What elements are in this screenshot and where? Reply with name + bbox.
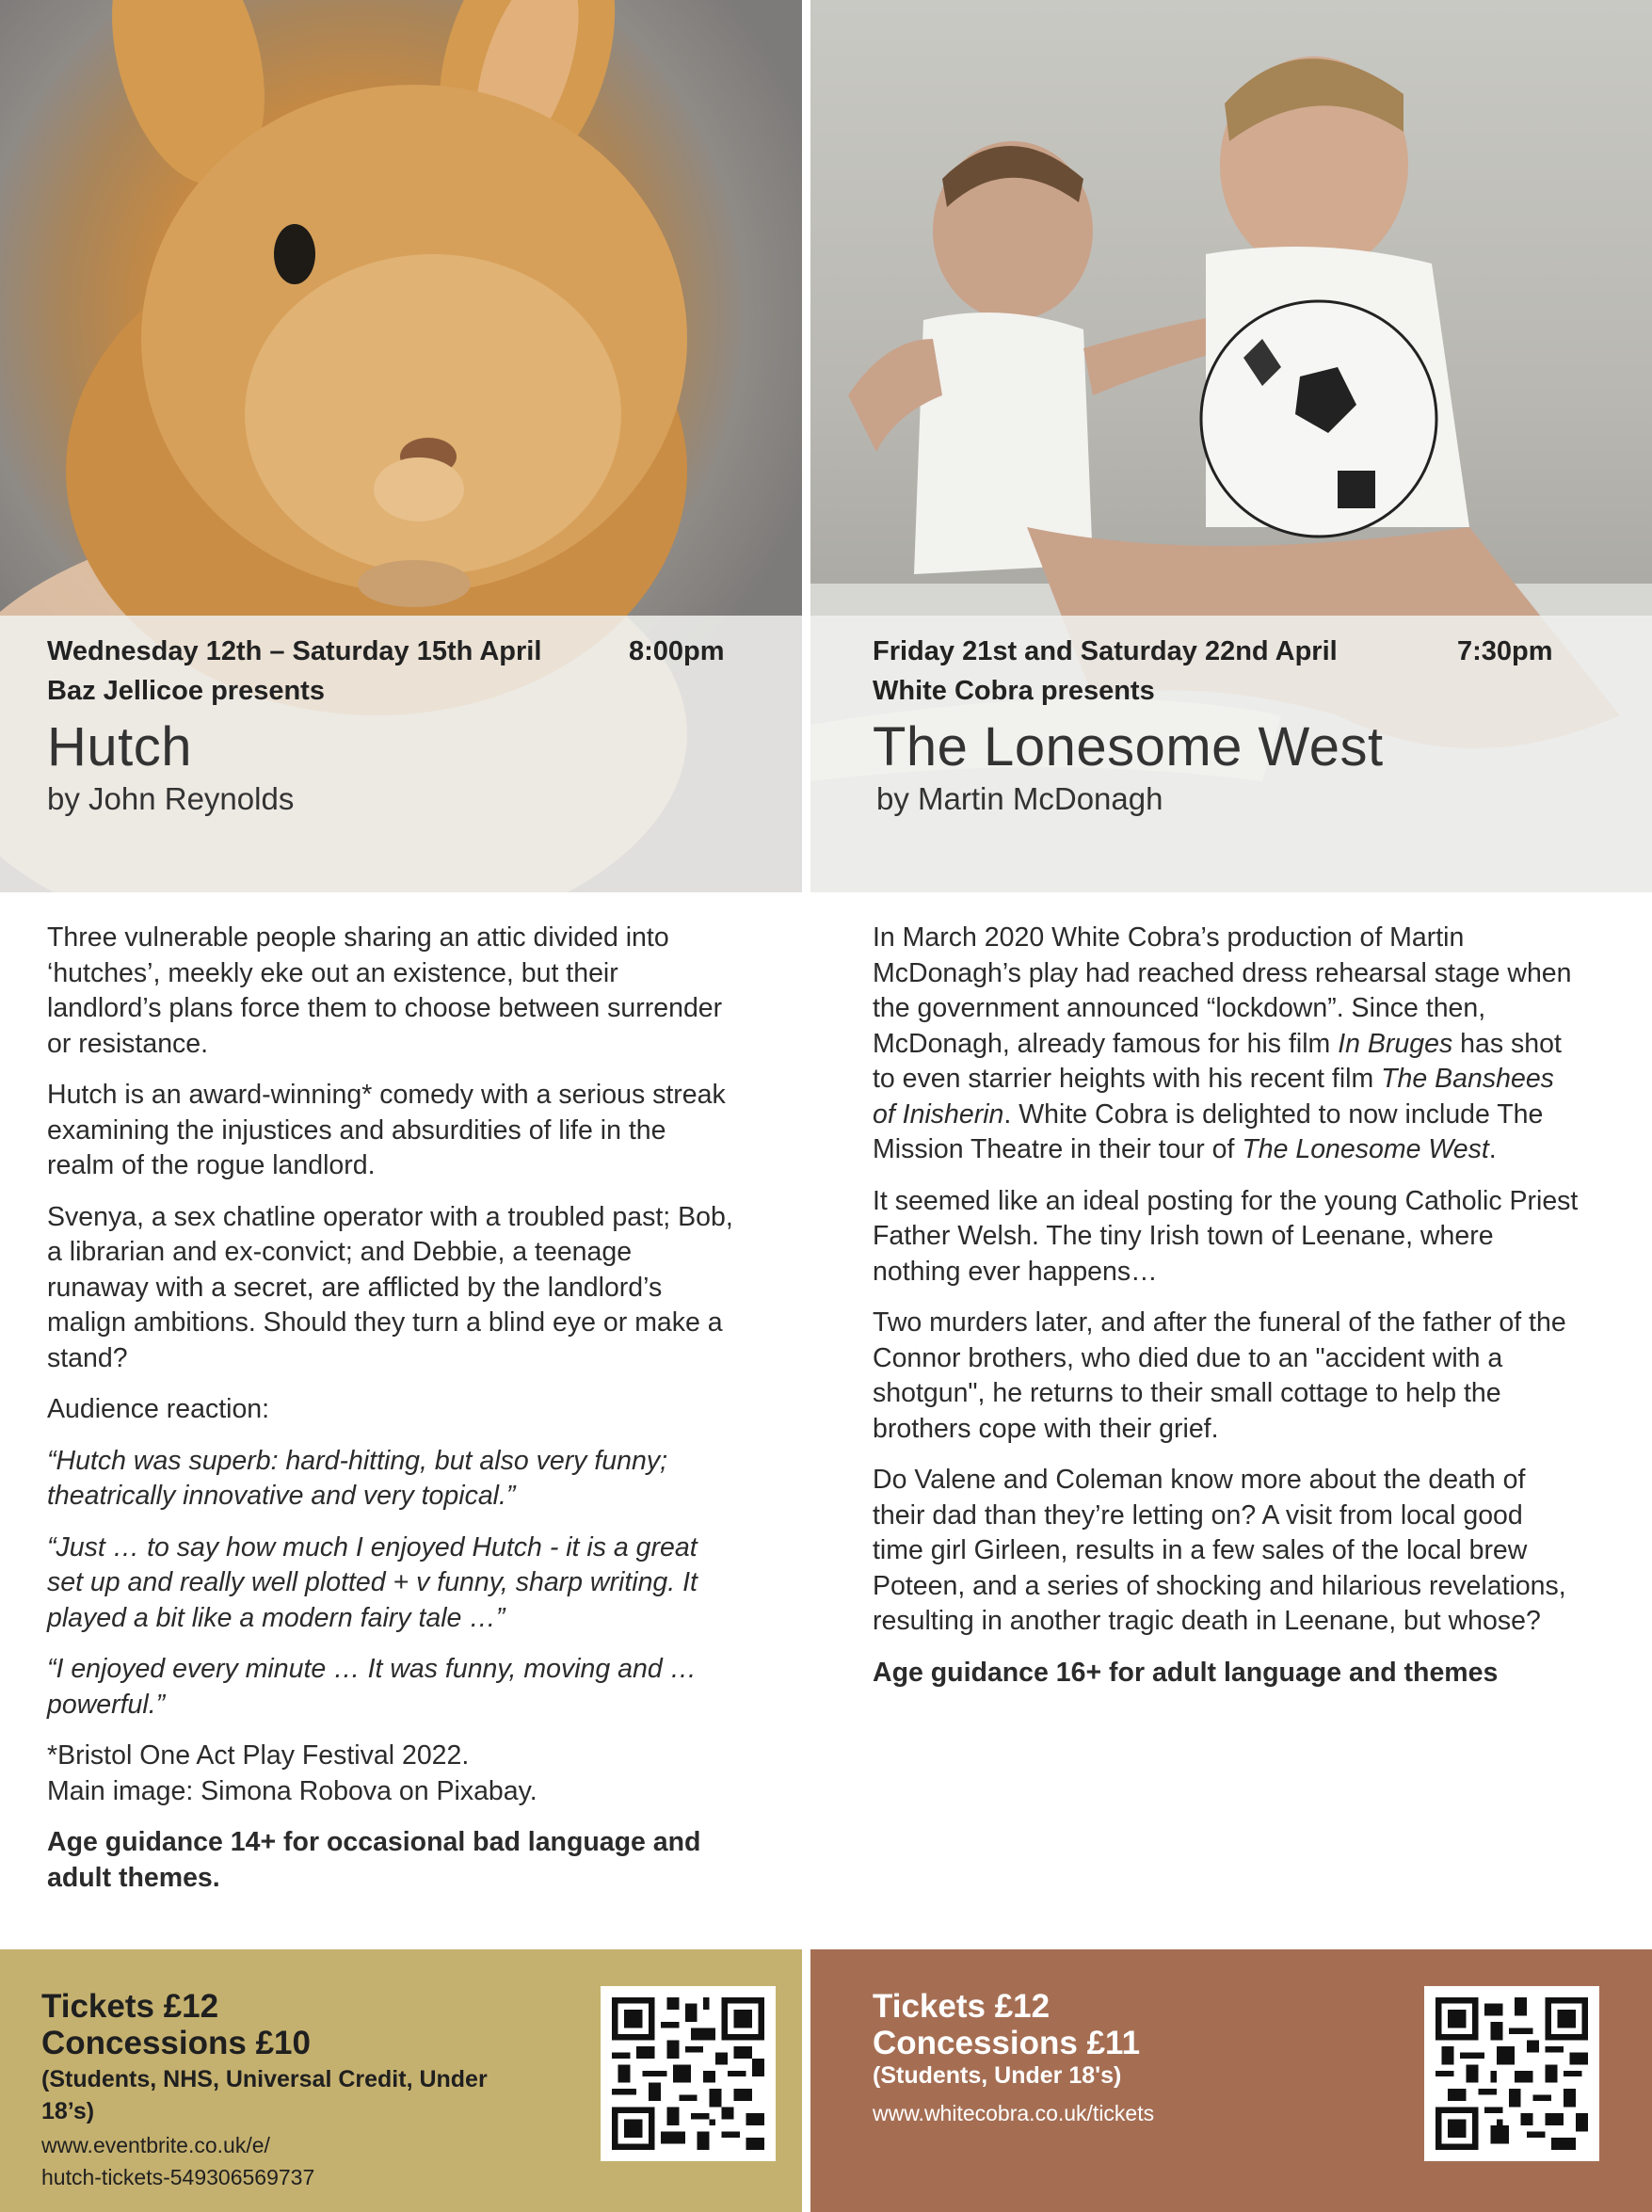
text-span: . (1488, 1134, 1497, 1164)
play-title-inline: The Lonesome West (1242, 1134, 1489, 1164)
ticket-price: Tickets £12 (41, 1988, 219, 2025)
ticket-url[interactable]: www.whitecobra.co.uk/tickets (873, 2101, 1155, 2125)
concession-note: (Students, Under 18's) (873, 2062, 1122, 2089)
text-span: has shot to even starrier heights with his recent film (873, 1028, 1562, 1094)
text-span: . White Cobra is delighted to now include The Mission Theatre in their tour of (873, 1098, 1544, 1164)
presenter: Baz Jellicoe presents (47, 676, 325, 706)
description-paragraph: It seemed like an ideal posting for the young Catholic Priest Father Welsh. The tiny Irish town of Leenane, where nothing ever happens… (873, 1185, 1579, 1287)
ticket-price: Tickets £12 (873, 1988, 1051, 2025)
event-time: 8:00pm (629, 636, 725, 666)
ticket-url-line[interactable]: hutch-tickets-549306569737 (41, 2165, 315, 2189)
qr-code[interactable] (1424, 1986, 1599, 2161)
age-guidance: Age guidance 14+ for occasional bad language and adult themes. (47, 1827, 701, 1893)
audience-quote: “Just … to say how much I enjoyed Hutch - it is a great set up and really well plotted + v funny, sharp writing. It played a bit like a modern fairy tale …” (47, 1531, 698, 1633)
lonesome-west-column (810, 0, 1652, 2212)
description-paragraph: Three vulnerable people sharing an attic divided into ‘hutches’, meekly eke out an existence, but their landlord’s plans force them to choose between surrender or resistance. (47, 922, 723, 1059)
description-paragraph: Two murders later, and after the funeral of the father of the Connor brothers, who died due to an "accident with a shotgun", he returns to their small cottage to help the brothers cope with their grief. (873, 1307, 1566, 1444)
concession-price: Concessions £10 (41, 2025, 311, 2061)
film-title: In Bruges (1338, 1028, 1453, 1059)
description-paragraph: Do Valene and Coleman know more about the death of their dad than they’re letting on? A visit from local good time girl Girleen, results in a few sales of the local brew Poteen, and a series of shocking and hilarious revelations, resulting in another tragic death in Leenane, but whose? (873, 1465, 1566, 1636)
play-description (873, 921, 1579, 1707)
concession-price: Concessions £11 (873, 2025, 1141, 2061)
play-author: by John Reynolds (47, 781, 295, 816)
hutch-column (0, 0, 802, 2212)
event-dates: Friday 21st and Saturday 22nd April (873, 636, 1338, 666)
presenter: White Cobra presents (873, 676, 1155, 706)
play-title: The Lonesome West (873, 716, 1384, 777)
play-author: by Martin McDonagh (876, 781, 1163, 816)
column-gutter (802, 0, 810, 2212)
film-title: The Banshees of Inisherin (873, 1064, 1554, 1130)
description-paragraph: Hutch is an award-winning* comedy with a serious streak examining the injustices and absurdities of life in the realm of the rogue landlord. (47, 1080, 726, 1180)
text-span: In March 2020 White Cobra’s production of Martin McDonagh’s play had reached dress rehearsal stage when the government announced “lockdown”. Since then, McDonagh, already famous for his film (873, 922, 1572, 1059)
qr-code[interactable] (601, 1986, 776, 2161)
ticket-prices (41, 1988, 311, 2061)
description-paragraph (873, 921, 1579, 1168)
qr-code-icon (1435, 1997, 1588, 2150)
event-dates: Wednesday 12th – Saturday 15th April (47, 636, 542, 666)
ticket-url[interactable] (41, 2129, 314, 2193)
description-paragraph: Svenya, a sex chatline operator with a troubled past; Bob, a librarian and ex-convict; and Debbie, a teenage runaway with a secret, are afflicted by the landlord’s malign ambitions. Should they turn a blind eye or make a stand? (47, 1201, 733, 1373)
qr-code-icon (612, 1997, 764, 2150)
footnote (47, 1739, 734, 1809)
audience-reaction-heading: Audience reaction: (47, 1394, 270, 1424)
festival-footnote: *Bristol One Act Play Festival 2022. (47, 1740, 470, 1771)
play-description (47, 921, 734, 1912)
event-time: 7:30pm (1457, 636, 1553, 666)
image-credit: Main image: Simona Robova on Pixabay. (47, 1775, 537, 1806)
play-title: Hutch (47, 716, 193, 777)
ticket-prices (873, 1988, 1140, 2061)
audience-quote: “Hutch was superb: hard-hitting, but also very funny; theatrically innovative and very topical.” (47, 1445, 667, 1511)
audience-quote: “I enjoyed every minute … It was funny, moving and … powerful.” (47, 1654, 698, 1720)
age-guidance: Age guidance 16+ for adult language and themes (873, 1657, 1499, 1688)
concession-note: (Students, NHS, Universal Credit, Under 18’s) (41, 2066, 488, 2124)
ticket-url-line[interactable]: www.eventbrite.co.uk/e/ (41, 2133, 270, 2157)
